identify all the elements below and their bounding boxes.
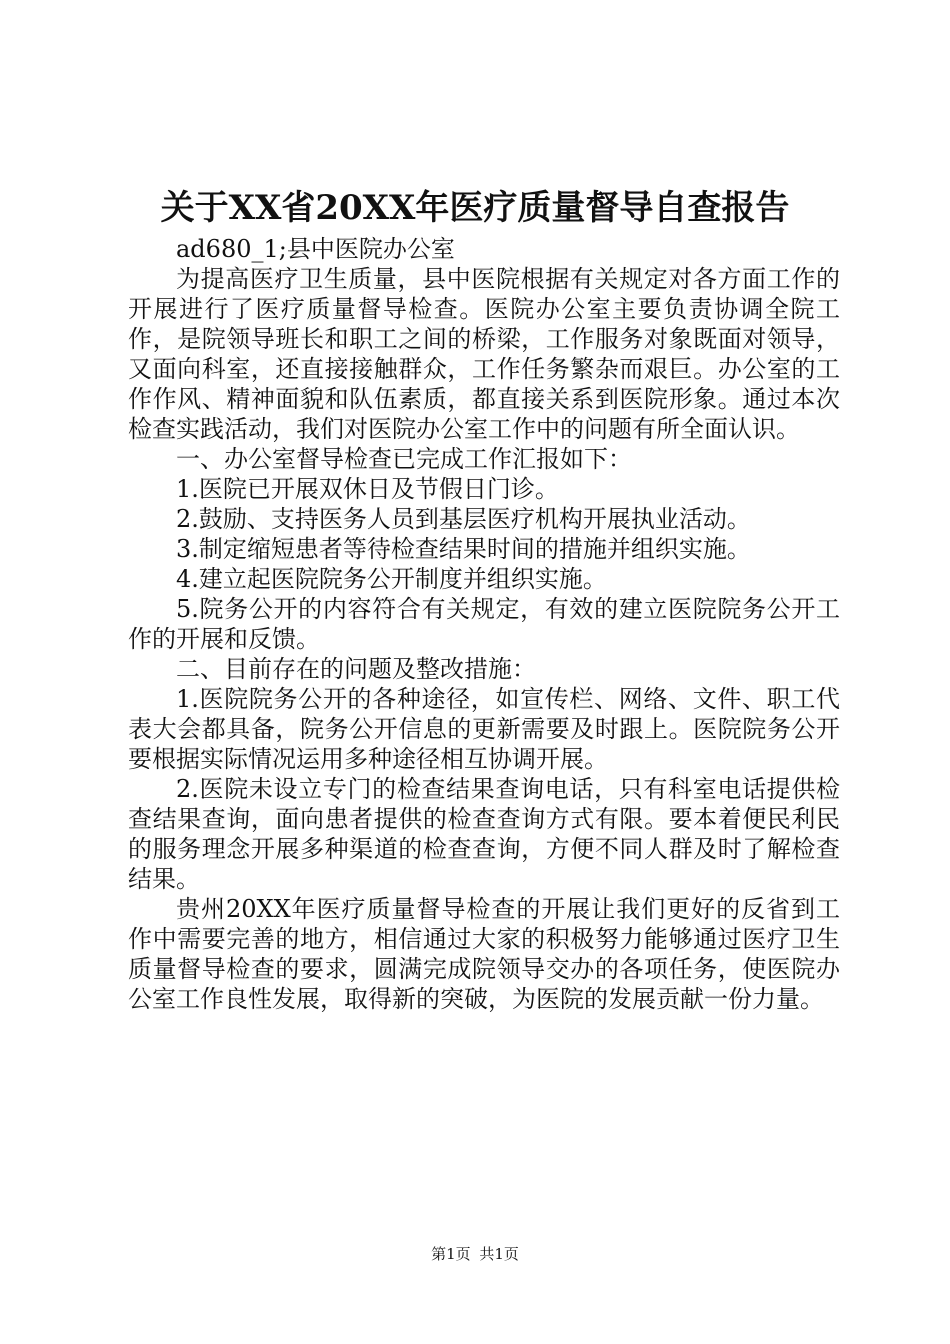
author-line: ad680_1;县中医院办公室 xyxy=(176,235,455,263)
problem-item-2: 2.医院未设立专门的检查结果查询电话，只有科室电话提供检查结果查询，面向患者提供的检查查询方式有限。要本着便民利民的服务理念开展多种渠道的检查查询，方便不同人群及时了解检查结果。 xyxy=(128,775,840,893)
document-body xyxy=(128,234,840,1014)
section-heading-problems: 二、目前存在的问题及整改措施： xyxy=(176,655,536,683)
intro-paragraph: 为提高医疗卫生质量，县中医院根据有关规定对各方面工作的开展进行了医疗质量督导检查。医院办公室主要负责协调全院工作，是院领导班长和职工之间的桥梁，工作服务对象既面对领导，又面向科室，还直接接触群众，工作任务繁杂而艰巨。办公室的工作作风、精神面貌和队伍素质，都直接关系到医院形象。通过本次检查实践活动，我们对医院办公室工作中的问题有所全面认识。 xyxy=(128,265,840,443)
document-title: 关于XX省20XX年医疗质量督导自查报告 xyxy=(160,188,790,228)
conclusion-paragraph: 贵州20XX年医疗质量督导检查的开展让我们更好的反省到工作中需要完善的地方，相信通过大家的积极努力能够通过医疗卫生质量督导检查的要求，圆满完成院领导交办的各项任务，使医院办公室工作良性发展，取得新的突破，为医院的发展贡献一份力量。 xyxy=(128,895,840,1013)
problem-item-1: 1.医院院务公开的各种途径，如宣传栏、网络、文件、职工代表大会都具备，院务公开信息的更新需要及时跟上。医院院务公开要根据实际情况运用多种途径相互协调开展。 xyxy=(128,685,840,773)
completed-item-3: 3.制定缩短患者等待检查结果时间的措施并组织实施。 xyxy=(176,535,751,563)
page-number: 第1页 xyxy=(431,1245,471,1263)
section-heading-completed-work: 一、办公室督导检查已完成工作汇报如下： xyxy=(176,445,632,473)
page-footer xyxy=(0,1244,950,1264)
completed-item-4: 4.建立起医院院务公开制度并组织实施。 xyxy=(176,565,607,593)
completed-item-1: 1.医院已开展双休日及节假日门诊。 xyxy=(176,475,559,503)
completed-item-5: 5.院务公开的内容符合有关规定，有效的建立医院院务公开工作的开展和反馈。 xyxy=(128,595,840,653)
page-total: 共1页 xyxy=(479,1245,519,1263)
completed-item-2: 2.鼓励、支持医务人员到基层医疗机构开展执业活动。 xyxy=(176,505,751,533)
